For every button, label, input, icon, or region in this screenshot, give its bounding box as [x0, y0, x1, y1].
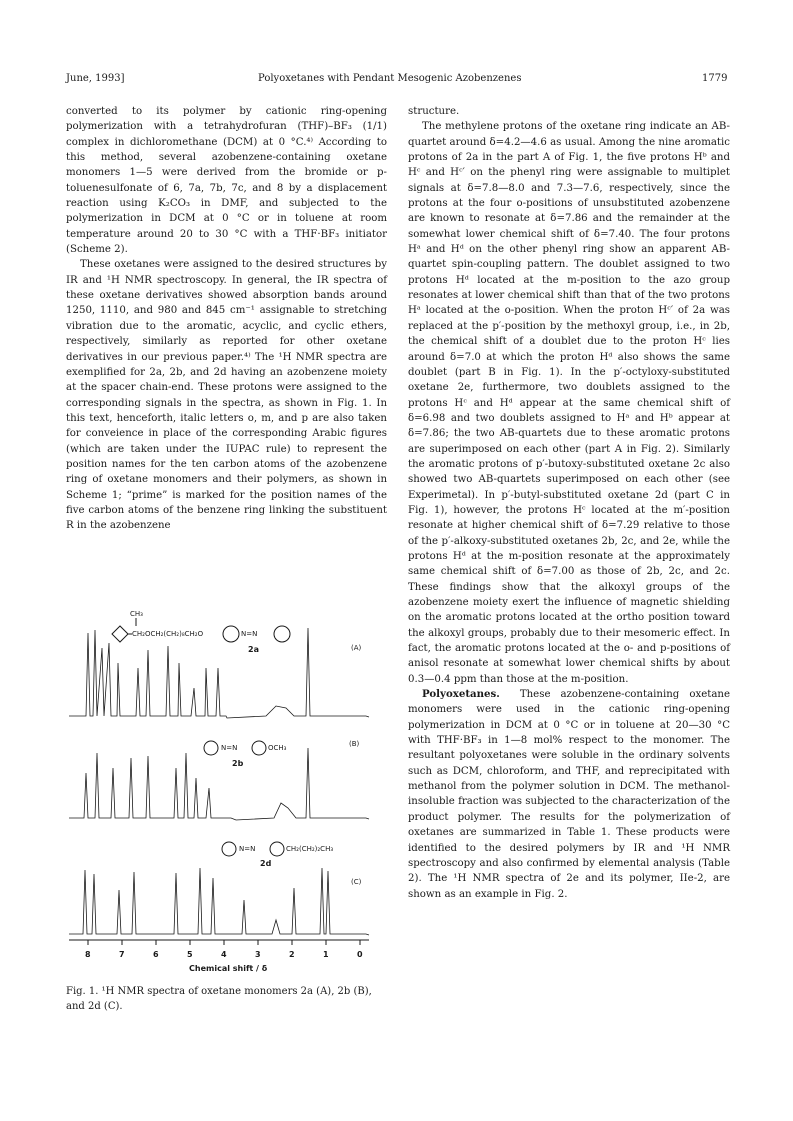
x-tick-3: 3 [255, 950, 261, 959]
panel-label-c: (C) [351, 878, 362, 886]
spectrum-trace-b [69, 748, 369, 820]
x-tick-1: 1 [323, 950, 329, 959]
panel-label-a: (A) [351, 644, 362, 652]
x-tick-2: 2 [289, 950, 295, 959]
running-header-left: June, 1993] [66, 73, 125, 84]
nmr-spectra-svg [66, 568, 387, 988]
x-tick-0: 0 [357, 950, 363, 959]
struct-2b-azo: N=N [221, 744, 238, 752]
x-tick-8: 8 [85, 950, 91, 959]
compound-2d-label: 2d [260, 859, 272, 868]
right-column [408, 104, 730, 902]
structure-2d [222, 842, 333, 868]
panel-label-b: (B) [349, 740, 360, 748]
right-paragraph-3-text: These azobenzene-containing oxetane monomers were used in the cationic ring-opening polymerization in DCM at 0 °C or in toluene at 20—30 °C with THF·BF₃ in 1—8 mol% respect to the monomer. The resultant polyoxetanes were soluble in the ordinary solvents such as DCM, chloroform, and THF, and reprecipitated with methanol from the polymer solution in DCM. The methanol-insoluble fraction was subjected to the characterization of the product polymer. The results for the polymerization of oxetanes are summarized in Table 1. These products were identified to the desired polymers by IR and ¹H NMR spectroscopy and also confirmed by elemental analysis (Table 2). The ¹H NMR spectra of 2e and its polymer, IIe-2, are shown as an example in Fig. 2. [408, 689, 730, 900]
left-paragraph-1: converted to its polymer by cationic ring-opening polymerization with a tetrahydrofuran (THF)–BF₃ (1/1) complex in dichloromethane (DCM) at 0 °C.⁴⁾ According to this method, several azobenzene-containing oxetane monomers 1—5 were derived from the bromide or p-toluenesulfonate of 6, 7a, 7b, 7c, and 8 by a displacement reaction using K₂CO₃ in DMF, and subjected to the polymerization in DCM at 0 °C or in toluene at room temperature around 20 to 30 °C with a THF·BF₃ initiator (Scheme 2). [66, 106, 387, 256]
x-axis-label: Chemical shift / δ [189, 964, 268, 973]
struct-2d-azo: N=N [239, 845, 256, 853]
right-paragraph-1: structure. [408, 106, 460, 117]
nmr-figure [66, 568, 387, 988]
x-tick-4: 4 [221, 950, 227, 959]
running-header-title: Polyoxetanes with Pendant Mesogenic Azobenzenes [258, 73, 522, 84]
section-heading-polyoxetanes: Polyoxetanes. [422, 688, 500, 701]
x-tick-5: 5 [187, 950, 193, 959]
x-tick-6: 6 [153, 950, 159, 959]
structure-2a [112, 610, 290, 654]
spectrum-trace-c [69, 868, 369, 935]
left-column [66, 104, 387, 534]
struct-2d-substituent: CH₂(CH₂)₂CH₃ [286, 845, 334, 853]
page-number: 1779 [702, 73, 728, 84]
left-paragraph-2: These oxetanes were assigned to the desired structures by IR and ¹H NMR spectroscopy. In general, the IR spectra of these oxetane derivatives showed absorption bands around 1250, 1110, and 980 and 845 cm⁻¹ assignable to stretching vibration due to the aromatic, acyclic, and cyclic ethers, respectively, similarly as reported for other oxetane derivatives in our previous paper.⁴⁾ The ¹H NMR spectra are exemplified for 2a, 2b, and 2d having an azobenzene moiety at the spacer chain-end. These protons were assigned to the corresponding signals in the spectra, as shown in Fig. 1. In this text, henceforth, italic letters o, m, and p are also taken for conveience in place of the corresponding Arabic figures (which are taken under the IUPAC rule) to represent the position names for the ten carbon atoms of the azobenzene ring of oxetane monomers and their polymers, as shown in Scheme 1; “prime” is marked for the position names of the five carbon atoms of the benzene ring linking the substituent R in the azobenzene [66, 259, 387, 532]
struct-2a-ch3: CH₃ [130, 610, 143, 618]
struct-2b-substituent: OCH₃ [268, 744, 287, 752]
figure-caption: Fig. 1. ¹H NMR spectra of oxetane monomers 2a (A), 2b (B), and 2d (C). [66, 986, 372, 1012]
right-paragraph-3 [408, 687, 730, 902]
struct-2a-azo: N=N [241, 630, 258, 638]
x-tick-7: 7 [119, 950, 125, 959]
structure-2b [204, 741, 287, 768]
right-paragraph-2: The methylene protons of the oxetane ring indicate an AB-quartet around δ=4.2—4.6 as usual. Among the nine aromatic protons of 2a in the part A of Fig. 1, the five protons Hᵇ and Hᶜ and Hᶜ′ on the phenyl ring were assignable to multiplet signals at δ=7.8—8.0 and 7.3—7.6, respectively, since the protons at the four o-positions of unsubstituted azobenzene are known to resonate at δ=7.86 and the remainder at the somewhat lower chemical shift of δ=7.40. The four protons Hᵃ and Hᵈ on the other phenyl ring show an apparent AB-quartet spin-coupling pattern. The doublet assigned to two protons Hᵈ located at the m-position to the azo group resonates at lower chemical shift than that of the two protons Hᵃ located at the o-position. When the proton Hᶜ′ of 2a was replaced at the p′-position by the methoxyl group, i.e., in 2b, the chemical shift of a doublet due to the proton Hᶜ lies around δ=7.0 at which the proton Hᵈ also shows the same doublet (part B in Fig. 1). In the p′-octyloxy-substituted oxetane 2e, furthermore, two doublets assigned to the protons Hᶜ and Hᵈ appear at the same chemical shift of δ=6.98 and two doublets assigned to Hᵃ and Hᵇ appear at δ=7.86; the two AB-quartets due to these aromatic protons are superimposed on each other (part A in Fig. 2). Similarly the aromatic protons of p′-butoxy-substituted oxetane 2c also showed two AB-quartets superimposed on each other (see Experimetal). In p′-butyl-substituted oxetane 2d (part C in Fig. 1), however, the protons Hᶜ located at the m′-position resonate at higher chemical shift of δ=7.29 relative to those of the p′-alkoxy-substituted oxetanes 2b, 2c, and 2e, while the protons Hᵈ at the m-position resonate at the approximately same chemical shift of δ=7.00 as those of 2b, 2c, and 2c. These findings show that the alkoxyl groups of the azobenzene moiety exert the influence of magnetic shielding on the aromatic protons located at the ortho position toward the alkoxyl groups, probably due to their mesomeric effect. In fact, the aromatic protons located at the o- and p-positions of anisol resonate at somewhat lower chemical shifts by about 0.3—0.4 ppm than those at the m-position. [408, 121, 730, 685]
compound-2b-label: 2b [232, 759, 244, 768]
x-axis-ticks [88, 940, 360, 945]
spectrum-trace-a [69, 628, 369, 718]
compound-2a-label: 2a [248, 645, 259, 654]
struct-2a-chain: CH₂OCH₂(CH₂)₈CH₂O [132, 630, 204, 638]
